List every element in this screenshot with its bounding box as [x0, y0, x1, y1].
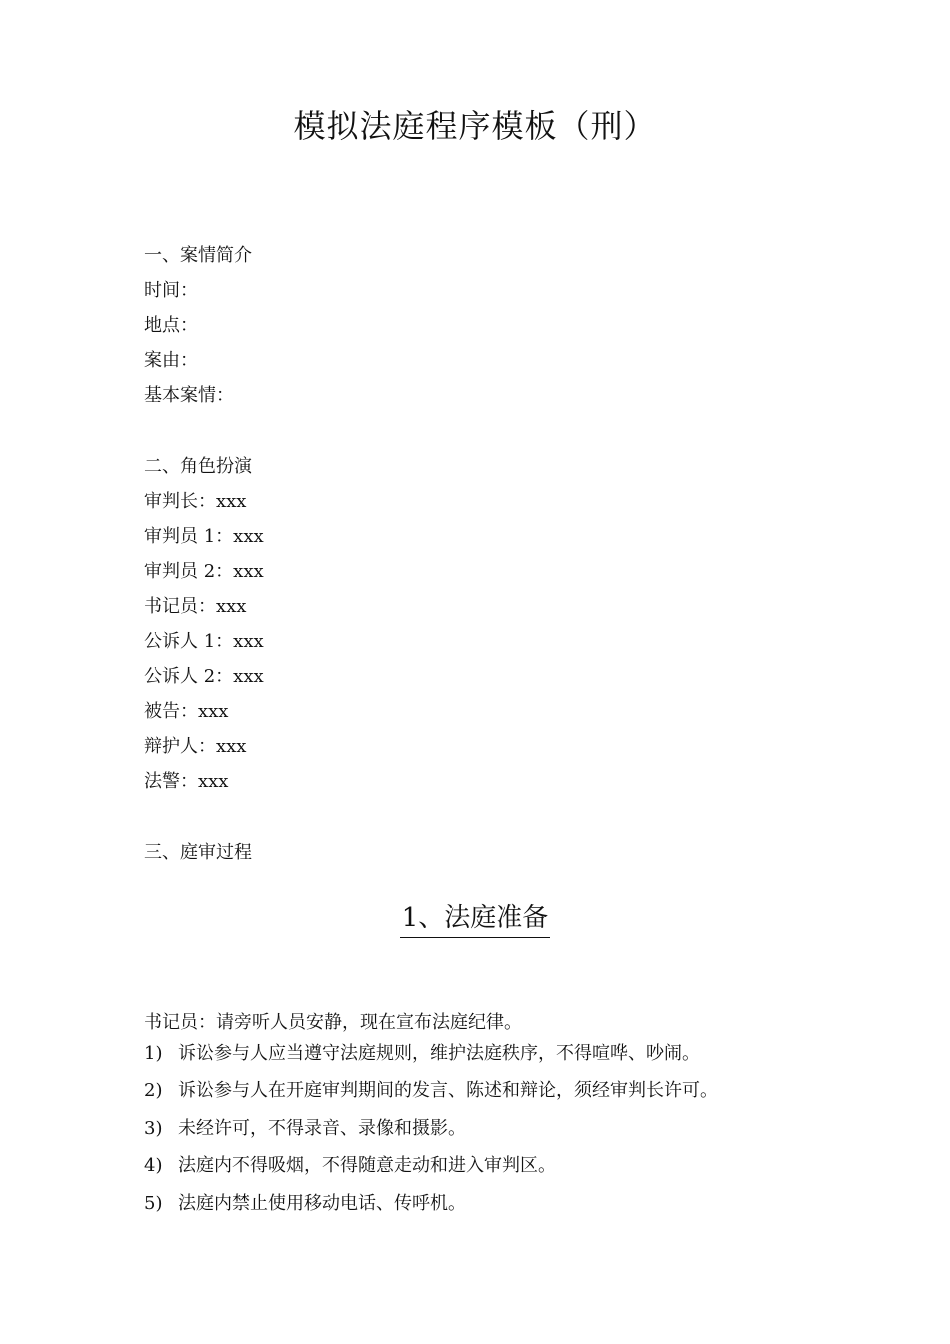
section-heading-case-summary: 一、案情简介 [144, 245, 252, 266]
role-line: 公诉人 2：xxx [144, 666, 264, 687]
section-heading-trial-process: 三、庭审过程 [144, 842, 252, 863]
clerk-intro-line: 书记员：请旁听人员安静，现在宣布法庭纪律。 [144, 1012, 522, 1033]
subsection-heading-court-preparation [0, 901, 950, 938]
list-item-text: 未经许可，不得录音、录像和摄影。 [178, 1118, 466, 1139]
list-item-text: 诉讼参与人应当遵守法庭规则，维护法庭秩序，不得喧哗、吵闹。 [178, 1043, 700, 1064]
case-facts-label: 基本案情： [144, 385, 234, 406]
role-line: 法警：xxx [144, 771, 229, 792]
list-item [144, 1192, 466, 1216]
list-item-text: 诉讼参与人在开庭审判期间的发言、陈述和辩论，须经审判长许可。 [178, 1080, 718, 1101]
list-item-number: 2) [144, 1080, 163, 1101]
list-item [144, 1042, 700, 1066]
role-line: 书记员：xxx [144, 596, 247, 617]
list-item-number: 5) [144, 1193, 163, 1214]
case-location-label: 地点： [144, 315, 198, 336]
case-time-label: 时间： [144, 280, 198, 301]
role-line: 辩护人：xxx [144, 736, 247, 757]
list-item-number: 1) [144, 1043, 163, 1064]
list-item [144, 1154, 556, 1178]
subsection-heading-text: 1、法庭准备 [400, 901, 551, 938]
section-heading-roles: 二、角色扮演 [144, 456, 252, 477]
list-item-number: 3) [144, 1118, 163, 1139]
role-line: 审判员 2：xxx [144, 561, 264, 582]
role-line: 公诉人 1：xxx [144, 631, 264, 652]
role-line: 审判员 1：xxx [144, 526, 264, 547]
role-line: 被告：xxx [144, 701, 229, 722]
case-cause-label: 案由： [144, 350, 198, 371]
list-item-text: 法庭内禁止使用移动电话、传呼机。 [178, 1193, 466, 1214]
role-line: 审判长：xxx [144, 491, 247, 512]
list-item [144, 1117, 466, 1141]
list-item-number: 4) [144, 1155, 163, 1176]
list-item [144, 1079, 718, 1103]
document-title: 模拟法庭程序模板（刑） [293, 107, 657, 145]
list-item-text: 法庭内不得吸烟，不得随意走动和进入审判区。 [178, 1155, 556, 1176]
